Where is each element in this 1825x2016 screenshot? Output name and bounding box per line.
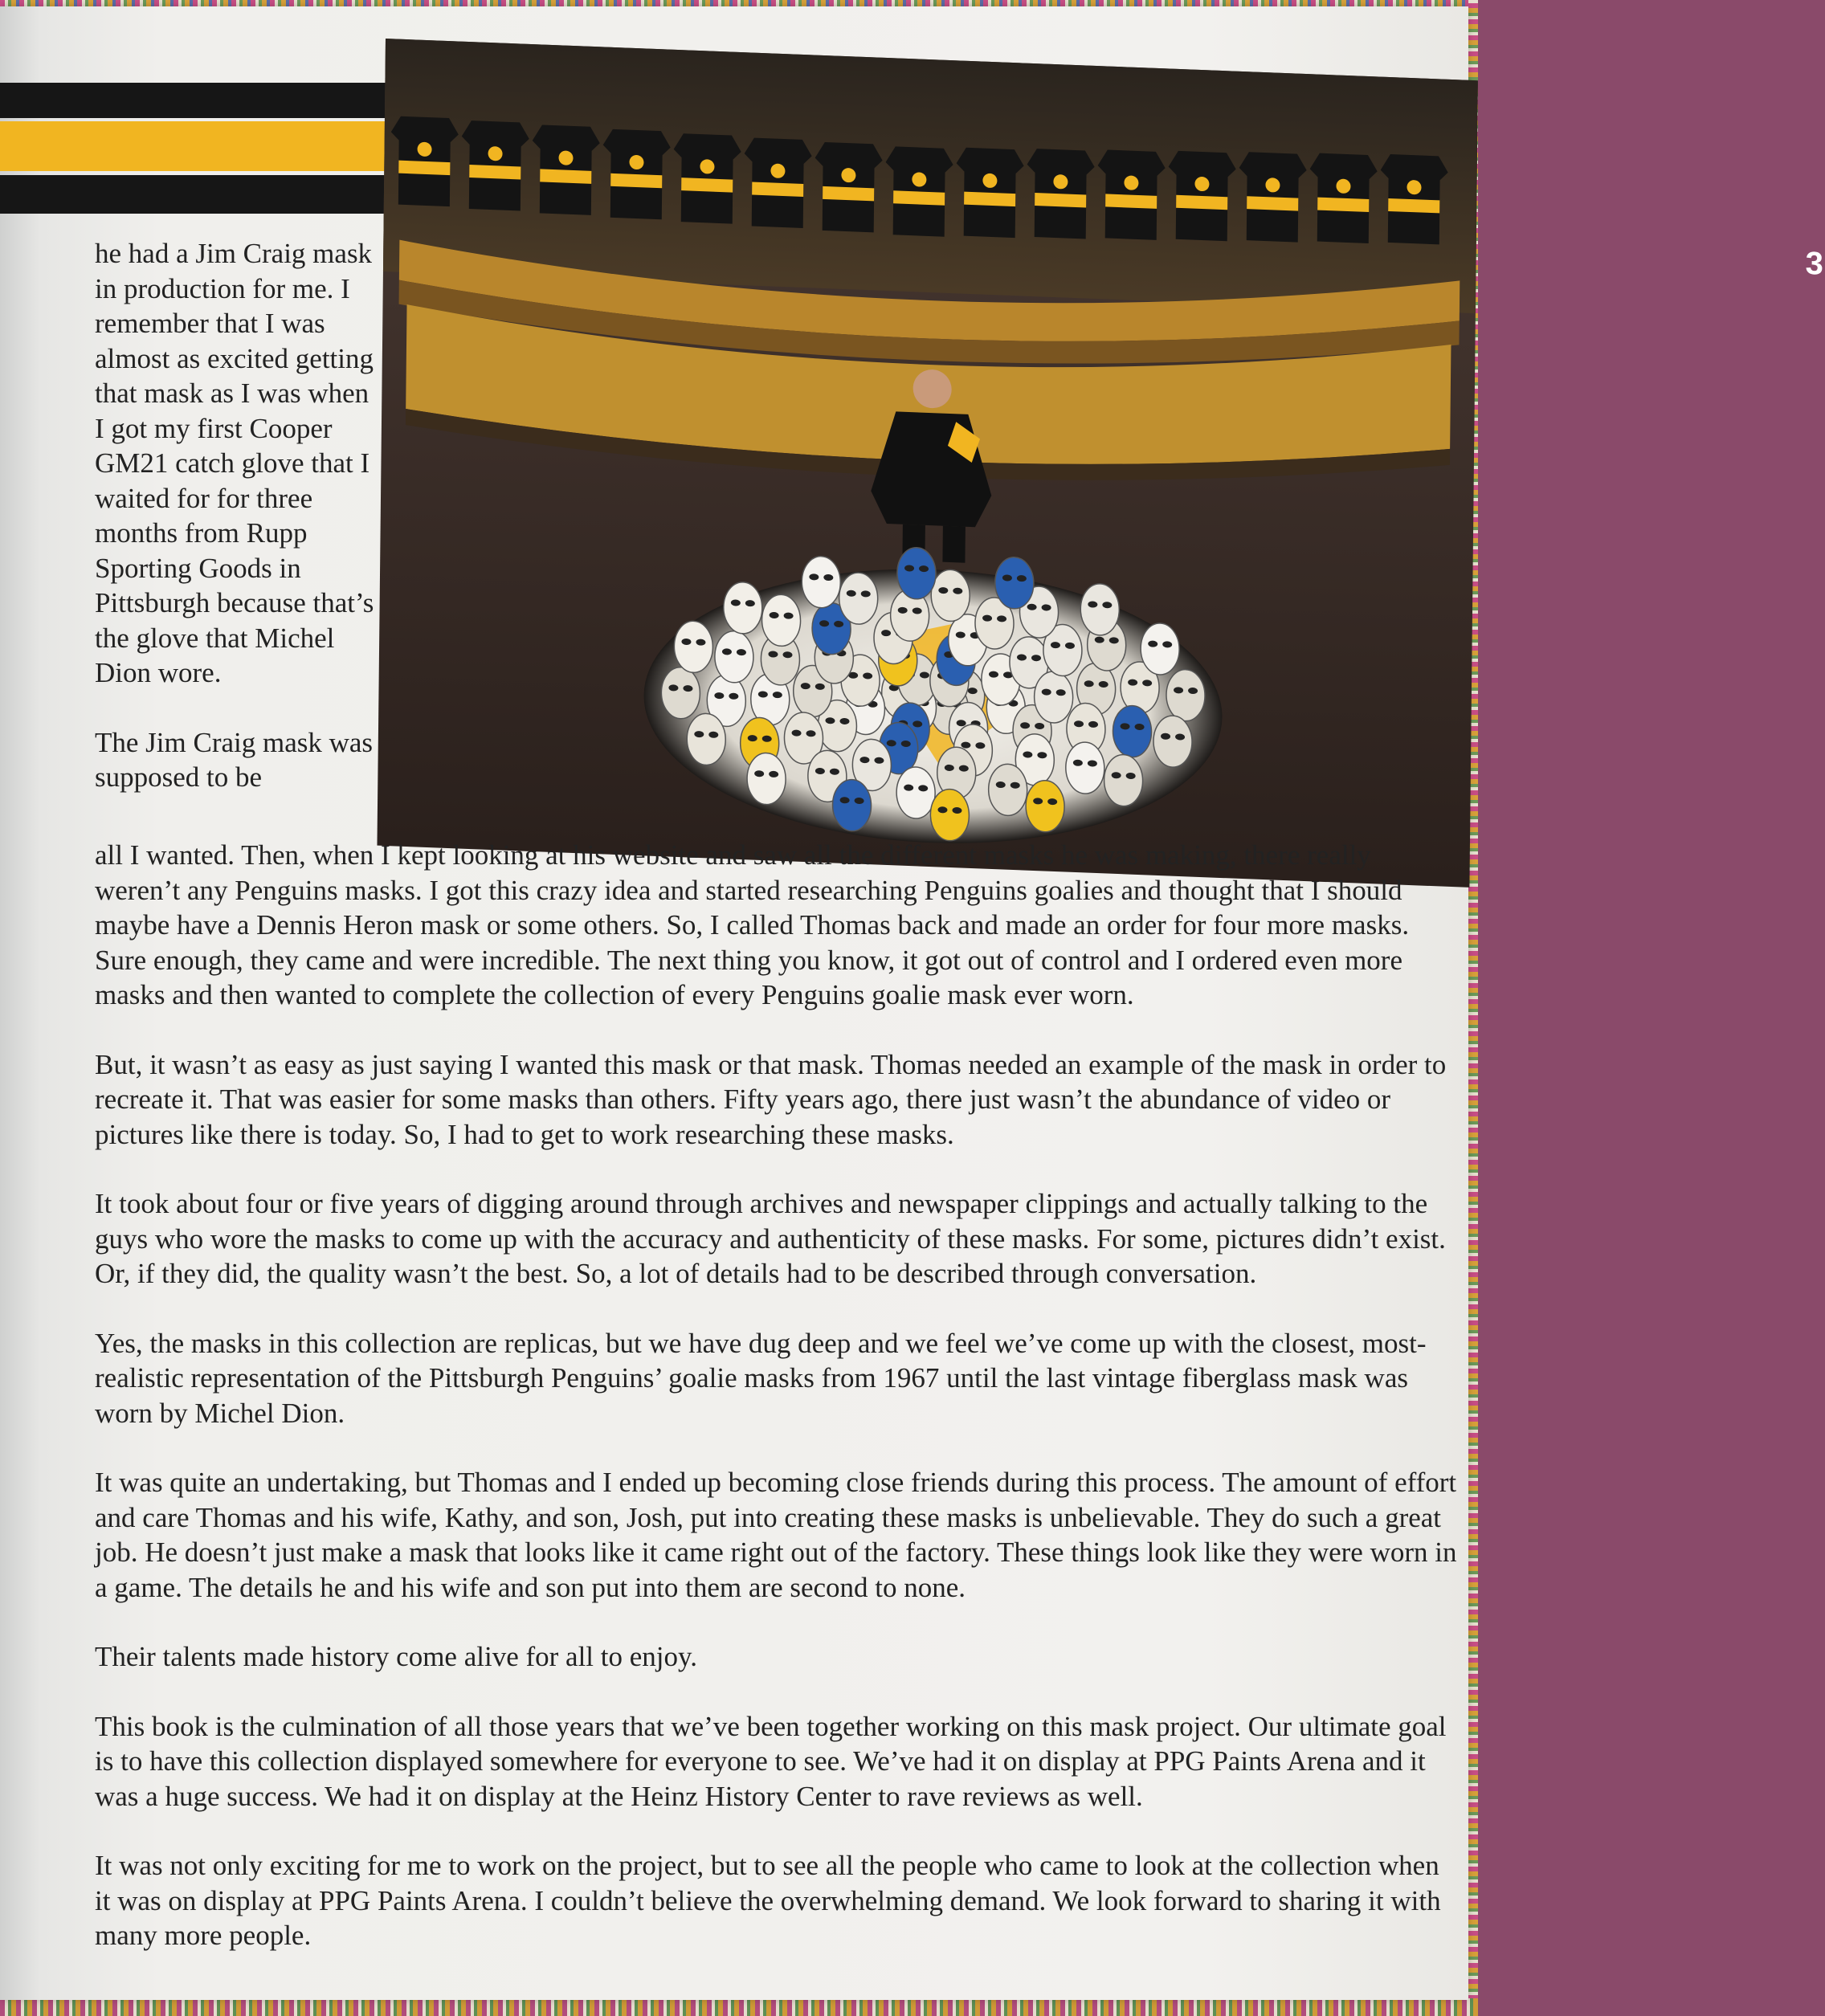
goalie-mask <box>930 789 970 842</box>
jersey-stripe <box>893 190 945 205</box>
jersey-stripe <box>1388 198 1439 213</box>
goalie-mask <box>897 547 937 600</box>
jersey-stripe <box>752 182 803 197</box>
goalie-mask <box>1141 622 1180 675</box>
paragraph-7: This book is the culmination of all those years that we’ve been together working on this mask project. Our ultimate goal is to have this collection displayed somewhere for everyone to see. We’ve had it on display at PPG Paints Arena and it was a huge success. We had it on display at the Heinz History Center to rave reviews as well. <box>95 1710 1447 1812</box>
jersey-stripe <box>469 165 521 179</box>
locker-room-photo-icon <box>377 39 1477 888</box>
paragraph-2: But, it wasn’t as easy as just saying I wanted this mask or that mask. Thomas needed an example of the mask in order to recreate it. That was easier for some masks than others. Fifty years ago, there just wasn’t the abundance of video or pictures like there is today. So, I had to get to work researching these masks. <box>95 1048 1447 1150</box>
goalie-mask <box>839 572 878 625</box>
header-stripe-black-top <box>0 83 418 118</box>
narrow-paragraph-1: he had a Jim Craig mask in production for me. I remember that I was almost as excited getting that mask as I was when I got my first Cooper GM21 catch glove that I waited for for three months from Rupp Sporting Goods in Pittsburgh because that’s the glove that Michel Dion wore. <box>95 238 374 688</box>
jersey-stripe <box>681 178 733 192</box>
goalie-mask <box>988 763 1027 816</box>
goalie-mask <box>661 667 700 720</box>
fabric-background-bottom <box>0 1998 1478 2016</box>
page-number: 3 <box>1805 245 1824 282</box>
goalie-mask <box>674 620 713 673</box>
goalie-mask <box>687 713 726 766</box>
goalie-mask <box>761 594 801 647</box>
narrow-paragraph-2: The Jim Craig mask was supposed to be <box>95 726 374 793</box>
jersey-stripe <box>1105 194 1157 208</box>
jersey-stripe <box>823 186 874 201</box>
paragraph-6: Their talents made history come alive for all to enjoy. <box>95 1641 697 1672</box>
paragraph-8: It was not only exciting for me to work on the project, but to see all the people who came to look at the collection when it was on display at PPG Paints Arena. I couldn’t believe the overwhelming demand. We look forward to sharing it with many more people. <box>95 1850 1441 1951</box>
goalie-mask <box>1034 671 1073 724</box>
goalie-mask <box>723 582 762 635</box>
paragraph-5: It was quite an undertaking, but Thomas and I ended up becoming close friends during this process. The amount of effort and care Thomas and his wife, Kathy, and son, Josh, put into creating these masks is unbelievable. They do such a great job. He doesn’t just make a mask that looks like it came right out of the factory. These things look like they were worn in a game. The details he and his wife and son put into them are second to none. <box>95 1467 1457 1603</box>
jersey-stripe <box>964 192 1015 206</box>
goalie-mask <box>1153 715 1193 768</box>
header-stripe-black-bottom <box>0 175 418 214</box>
goalie-mask <box>994 557 1034 610</box>
booklet-page <box>0 6 1824 2000</box>
paragraph-4: Yes, the masks in this collection are replicas, but we have dug deep and we feel we’ve come up with the closest, most-realistic representation of the Pittsburgh Penguins’ goalie masks from 1967 until the last vintage fiberglass mask was worn by Michel Dion. <box>95 1327 1427 1429</box>
jersey-stripe <box>1176 195 1227 210</box>
paragraph-3: It took about four or five years of digging around through archives and newspaper clippings and actually talking to the guys who wore the masks to come up with the accuracy and authenticity of these masks. For some, pictures didn’t exist. Or, if they did, the quality wasn’t the best. So, a lot of details had to be described through conversation. <box>95 1188 1446 1289</box>
goalie-mask <box>715 631 754 684</box>
jersey-stripe <box>610 173 662 188</box>
goalie-mask <box>896 766 936 819</box>
goalie-mask <box>1026 780 1065 833</box>
narrow-text-column <box>95 236 384 830</box>
goalie-mask <box>1113 705 1152 758</box>
body-text <box>95 838 1460 1988</box>
goalie-mask <box>802 556 841 609</box>
locker-room-photo <box>377 39 1824 888</box>
goalie-mask <box>1080 583 1120 636</box>
goalie-mask <box>1104 754 1143 807</box>
jersey-stripe <box>398 161 450 175</box>
goalie-mask <box>1166 669 1206 722</box>
jersey-stripe <box>1247 196 1298 210</box>
goalie-mask <box>1065 741 1104 794</box>
goalie-mask <box>931 569 970 622</box>
header-stripe-gold <box>0 121 418 171</box>
jersey-stripe <box>540 169 591 183</box>
goalie-mask <box>747 753 786 806</box>
paragraph-1: all I wanted. Then, when I kept looking at his website and saw all the different masks he was making, there really weren’t any Penguins masks. I got this crazy idea and started researching Penguins goalies and thought that I should maybe have a Dennis Heron mask or some others. So, I called Thomas back and made an order for four more masks. Sure enough, they came and were incredible. The next thing you know, it got out of control and I ordered even more masks and then wanted to complete the collection of every Penguins goalie mask ever worn. <box>95 839 1410 1010</box>
jersey-stripe <box>1035 193 1086 207</box>
jersey-stripe <box>1317 198 1369 212</box>
goalie-mask <box>832 779 872 832</box>
